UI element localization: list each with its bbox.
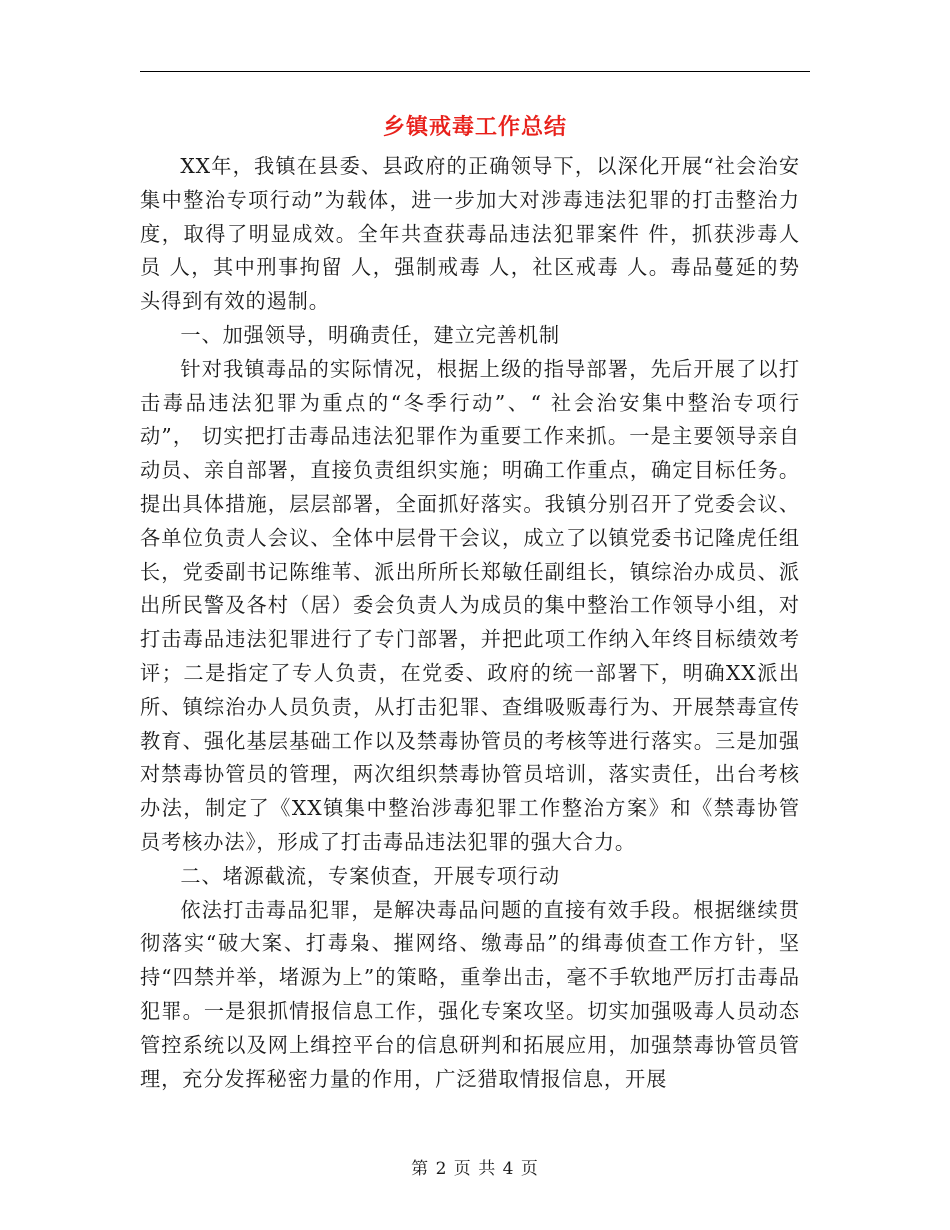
page-footer — [0, 1154, 950, 1179]
header-rule — [140, 71, 810, 72]
paragraph-intro: XX年，我镇在县委、县政府的正确领导下，以深化开展“社会治安集中整治专项行动”为载体，进一步加大对涉毒违法犯罪的打击整治力度，取得了明显成效。全年共查获毒品违法犯罪案件 件，抓获涉毒人员 人，其中刑事拘留 人，强制戒毒 人，社区戒毒 人。毒品蔓延的势头得到有效的遏制。 — [140, 154, 800, 314]
paragraph-section-1: 针对我镇毒品的实际情况，根据上级的指导部署，先后开展了以打击毒品违法犯罪为重点的“冬季行动”、“ 社会治安集中整治专项行动”， 切实把打击毒品违法犯罪作为重要工作来抓。一是主要领导亲自动员、亲自部署，直接负责组织实施；明确工作重点，确定目标任务。提出具体措施，层层部署，全面抓好落实。我镇分别召开了党委会议、各单位负责人会议、全体中层骨干会议，成立了以镇党委书记隆虎任组长，党委副书记陈维苇、派出所所长郑敏任副组长，镇综治办成员、派出所民警及各村（居）委会负责人为成员的集中整治工作领导小组，对打击毒品违法犯罪进行了专门部署，并把此项工作纳入年终目标绩效考评；二是指定了专人负责，在党委、政府的统一部署下，明确XX派出所、镇综治办人员负责，从打击犯罪、查缉吸贩毒行为、开展禁毒宣传教育、强化基层基础工作以及禁毒协管员的考核等进行落实。三是加强对禁毒协管员的管理，两次组织禁毒协管员培训，落实责任，出台考核办法，制定了《XX镇集中整治涉毒犯罪工作整治方案》和《禁毒协管员考核办法》，形成了打击毒品违法犯罪的强大合力。 — [140, 356, 800, 854]
document-body — [140, 150, 800, 1096]
section-heading-2: 二、堵源截流，专案侦查，开展专项行动 — [180, 863, 560, 888]
document-title: 乡镇戒毒工作总结 — [382, 115, 567, 140]
paragraph-section-2: 依法打击毒品犯罪，是解决毒品问题的直接有效手段。根据继续贯彻落实“破大案、打毒枭、摧网络、缴毒品”的缉毒侦查工作方针，坚持“四禁并举，堵源为上”的策略，重拳出击，毫不手软地严厉打击毒品犯罪。一是狠抓情报信息工作，强化专案攻坚。切实加强吸毒人员动态管控系统以及网上缉控平台的信息研判和拓展应用，加强禁毒协管员管理，充分发挥秘密力量的作用，广泛猎取情报信息，开展 — [140, 897, 800, 1091]
page-number: 第 2 页 共 4 页 — [411, 1159, 539, 1179]
section-heading-1: 一、加强领导，明确责任，建立完善机制 — [180, 322, 560, 347]
